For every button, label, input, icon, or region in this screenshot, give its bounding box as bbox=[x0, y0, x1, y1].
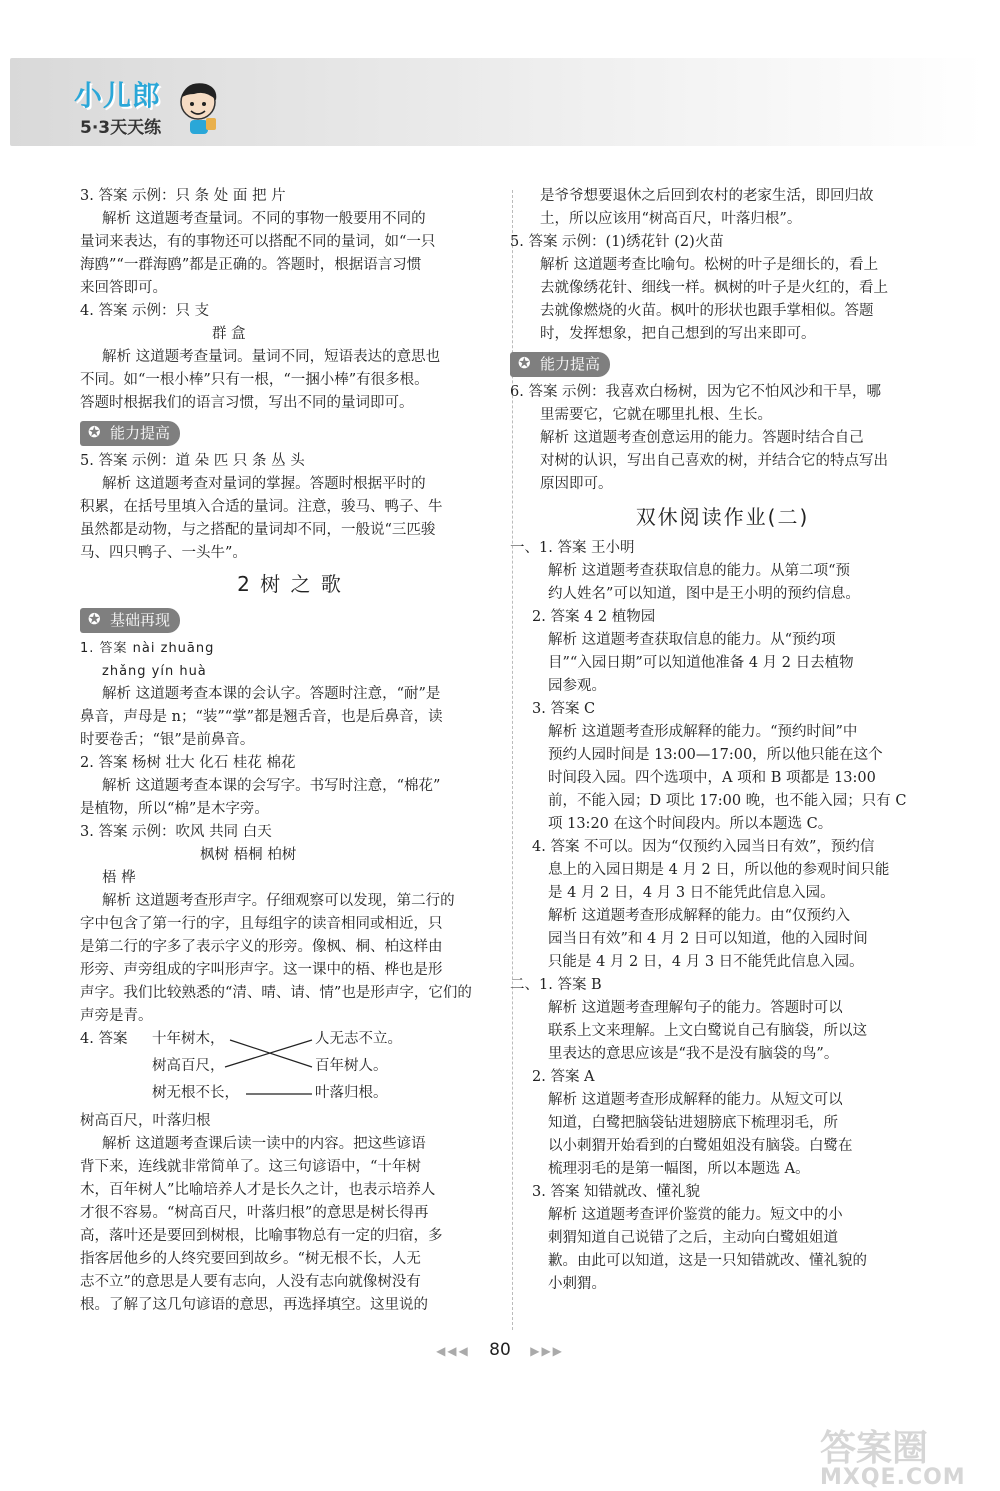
answer-line: 4. 答案 示例：只 支 bbox=[80, 303, 210, 319]
answer-line: 树高百尺，叶落归根 bbox=[80, 1113, 211, 1129]
text-line: 息上的入园日期是 4 月 2 日，所以他的参观时间只能 bbox=[548, 862, 890, 878]
text-line: 去就像燃烧的火苗。枫叶的形状也跟手掌相似。答题 bbox=[540, 303, 874, 319]
analysis-line: 解析 这道题考查形成解释的能力。“预约时间”中 bbox=[548, 724, 858, 740]
match-left-item: 树无根不长， bbox=[152, 1085, 239, 1101]
text-line: 才很不容易。“树高百尺，叶落归根”的意思是树长得再 bbox=[80, 1205, 429, 1221]
text-line: 是爷爷想要退休之后回到农村的老家生活，即回归故 bbox=[540, 188, 874, 204]
analysis-line: 解析 这道题考查比喻句。松树的叶子是细长的，看上 bbox=[540, 257, 879, 273]
text-line: 刺猬知道自己说错了之后，主动向白鹭姐姐道 bbox=[548, 1230, 838, 1246]
text-line: 时，发挥想象，把自己想到的写出来即可。 bbox=[540, 326, 816, 342]
section-badge-label: ✪ 基础再现 bbox=[80, 608, 180, 633]
analysis-line: 解析 这道题考查形成解释的能力。由“仅预约入 bbox=[548, 908, 851, 924]
answer-label: 4. 答案 bbox=[80, 1031, 128, 1047]
text-line: 木，百年树人”比喻培养人才是长久之计，也表示培养人 bbox=[80, 1182, 436, 1198]
page-number: 80 bbox=[489, 1340, 511, 1360]
analysis-line: 解析 这道题考查对量词的掌握。答题时根据平时的 bbox=[102, 476, 426, 492]
proverb-matching bbox=[80, 1028, 500, 1110]
text-line: 里需要它，它就在哪里扎根、生长。 bbox=[540, 407, 772, 423]
text-line: 答题时根据我们的语言习惯，写出不同的量词即可。 bbox=[80, 395, 414, 411]
brand-subtitle: 5·3天天练 bbox=[80, 118, 162, 138]
analysis-line: 解析 这道题考查获取信息的能力。从“预约项 bbox=[548, 632, 836, 648]
answer-line: 群 盒 bbox=[212, 326, 246, 342]
section-badge-label: ✪ 能力提高 bbox=[510, 352, 610, 377]
text-line: 马、四只鸭子、一头牛”。 bbox=[80, 545, 247, 561]
match-right-item: 人无志不立。 bbox=[315, 1031, 402, 1047]
text-line: 约人姓名”可以知道，图中是王小明的预约信息。 bbox=[548, 586, 860, 602]
text-line: 是第二行的字多了表示字义的形旁。像枫、桐、柏这样由 bbox=[80, 939, 443, 955]
text-line: 高，落叶还是要回到树根，比喻事物总有一定的归宿，多 bbox=[80, 1228, 443, 1244]
text-line: 积累，在括号里填入合适的量词。注意，骏马、鸭子、牛 bbox=[80, 499, 443, 515]
text-line: 不同。如“一根小棒”只有一根，“一捆小棒”有很多根。 bbox=[80, 372, 429, 388]
analysis-line: 解析 这道题考查创意运用的能力。答题时结合自己 bbox=[540, 430, 864, 446]
watermark-title: 答案圈 bbox=[820, 1428, 929, 1469]
text-line: 对树的认识，写出自己喜欢的树，并结合它的特点写出 bbox=[540, 453, 888, 469]
text-line: 来回答即可。 bbox=[80, 280, 167, 296]
section-badge bbox=[510, 352, 610, 377]
answer-line: 3. 答案 示例：吹风 共同 白天 bbox=[80, 824, 272, 840]
analysis-line: 解析 这道题考查量词。不同的事物一般要用不同的 bbox=[102, 211, 426, 227]
text-line: 小刺猬。 bbox=[548, 1276, 606, 1292]
text-line: 梳理羽毛的是第一幅图，所以本题选 A。 bbox=[548, 1161, 810, 1177]
answer-line: 4. 答案 不可以。因为“仅预约入园当日有效”，预约信 bbox=[532, 839, 875, 855]
analysis-line: 解析 这道题考查课后读一读中的内容。把这些谚语 bbox=[102, 1136, 426, 1152]
homework-title: 双休阅读作业(二) bbox=[635, 505, 810, 529]
text-line: 园当日有效”和 4 月 2 日可以知道，他的入园时间 bbox=[548, 931, 868, 947]
text-line: 歉。由此可以知道，这是一只知错就改、懂礼貌的 bbox=[548, 1253, 867, 1269]
answer-line: 2. 答案 A bbox=[532, 1069, 595, 1085]
text-line: 根。了解了这几句谚语的意思，再选择填空。这里说的 bbox=[80, 1297, 428, 1313]
analysis-line: 解析 这道题考查量词。量词不同，短语表达的意思也 bbox=[102, 349, 441, 365]
prev-arrows-icon: ◀◀◀ bbox=[436, 1344, 470, 1358]
mascot-boy-icon bbox=[176, 80, 222, 136]
text-line: 土，所以应该用“树高百尺，叶落归根”。 bbox=[540, 211, 802, 227]
match-right-item: 叶落归根。 bbox=[315, 1085, 388, 1101]
analysis-line: 解析 这道题考查形成解释的能力。从短文可以 bbox=[548, 1092, 843, 1108]
text-line: 预约人园时间是 13:00—17:00，所以他只能在这个 bbox=[548, 747, 883, 763]
text-line: 虽然都是动物，与之搭配的量词却不同，一般说“三匹骏 bbox=[80, 522, 436, 538]
text-line: 里表达的意思应该是“我不是没有脑袋的鸟”。 bbox=[548, 1046, 839, 1062]
analysis-line: 解析 这道题考查本课的会认字。答题时注意，“耐”是 bbox=[102, 686, 441, 702]
text-line: 目”“入园日期”可以知道他准备 4 月 2 日去植物 bbox=[548, 655, 854, 671]
watermark bbox=[820, 1420, 966, 1490]
text-line: 前，不能入园；D 项比 17:00 晚，也不能入园；只有 C bbox=[548, 793, 907, 809]
text-line: 声字。我们比较熟悉的“清、晴、请、情”也是形声字，它们的 bbox=[80, 985, 472, 1001]
watermark-url: MXQE.COM bbox=[820, 1465, 966, 1490]
text-line: 是 4 月 2 日，4 月 3 日不能凭此信息入园。 bbox=[548, 885, 835, 901]
match-left-item: 树高百尺， bbox=[152, 1058, 225, 1074]
next-arrows-icon: ▶▶▶ bbox=[530, 1344, 564, 1358]
page-footer bbox=[0, 1340, 1000, 1360]
answer-line: 枫树 梧桐 柏树 bbox=[200, 847, 297, 863]
match-lines bbox=[80, 1028, 500, 1110]
answer-line: 3. 答案 知错就改、懂礼貌 bbox=[532, 1184, 701, 1200]
analysis-line: 解析 这道题考查理解句子的能力。答题时可以 bbox=[548, 1000, 843, 1016]
answer-line: 梧 桦 bbox=[102, 870, 136, 886]
brand-logo: 小儿郎 bbox=[74, 79, 162, 112]
answer-line: 二、1. 答案 B bbox=[510, 977, 602, 993]
text-line: 鼻音，声母是 n；“装”“掌”都是翘舌音，也是后鼻音，读 bbox=[80, 709, 443, 725]
text-line: 声旁是青。 bbox=[80, 1008, 153, 1024]
left-column bbox=[80, 185, 500, 1317]
text-line: 时要卷舌；“银”是前鼻音。 bbox=[80, 732, 255, 748]
text-line: 知道，白鹭把脑袋钻进翅膀底下梳理羽毛，所 bbox=[548, 1115, 838, 1131]
answer-line: 2. 答案 4 2 植物园 bbox=[532, 609, 656, 625]
answer-line: 1. 答案 nài zhuāng bbox=[80, 641, 215, 656]
text-line: 园参观。 bbox=[548, 678, 606, 694]
answer-line: 3. 答案 C bbox=[532, 701, 596, 717]
analysis-line: 解析 这道题考查评价鉴赏的能力。短文中的小 bbox=[548, 1207, 843, 1223]
section-badge-label: ✪ 能力提高 bbox=[80, 421, 180, 446]
section-badge bbox=[80, 608, 180, 633]
answer-line: 5. 答案 示例：道 朵 匹 只 条 丛 头 bbox=[80, 453, 305, 469]
answer-line: 一、1. 答案 王小明 bbox=[510, 540, 635, 556]
text-line: 海鸥”“一群海鸥”都是正确的。答题时，根据语言习惯 bbox=[80, 257, 422, 273]
text-line: 项 13:20 在这个时间段内。所以本题选 C。 bbox=[548, 816, 833, 832]
answer-line: 5. 答案 示例：(1)绣花针 (2)火苗 bbox=[510, 234, 724, 250]
right-column bbox=[510, 185, 935, 1296]
text-line: 是植物，所以“棉”是木字旁。 bbox=[80, 801, 269, 817]
lesson-title: 2 树 之 歌 bbox=[237, 572, 343, 596]
text-line: 去就像绣花针、细线一样。枫树的叶子是火红的，看上 bbox=[540, 280, 888, 296]
analysis-line: 解析 这道题考查形声字。仔细观察可以发现，第二行的 bbox=[102, 893, 455, 909]
answer-line: 6. 答案 示例：我喜欢白杨树，因为它不怕风沙和干旱，哪 bbox=[510, 384, 882, 400]
text-line: 以小刺猬开始看到的白鹭姐姐没有脑袋。白鹭在 bbox=[548, 1138, 853, 1154]
answer-line: 2. 答案 杨树 壮大 化石 桂花 棉花 bbox=[80, 755, 296, 771]
text-line: 志不立”的意思是人要有志向，人没有志向就像树没有 bbox=[80, 1274, 421, 1290]
match-right-item: 百年树人。 bbox=[315, 1058, 388, 1074]
text-line: 原因即可。 bbox=[540, 476, 613, 492]
match-left-item: 十年树木， bbox=[152, 1031, 225, 1047]
text-line: 形旁、声旁组成的字叫形声字。这一课中的梧、桦也是形 bbox=[80, 962, 443, 978]
pinyin-line: zhǎng yín huà bbox=[102, 664, 207, 679]
answer-line: 3. 答案 示例：只 条 处 面 把 片 bbox=[80, 188, 286, 204]
text-line: 联系上文来理解。上文白鹭说自己有脑袋，所以这 bbox=[548, 1023, 867, 1039]
text-line: 背下来，连线就非常简单了。这三句谚语中，“十年树 bbox=[80, 1159, 421, 1175]
section-badge bbox=[80, 421, 180, 446]
text-line: 时间段入园。四个选项中，A 项和 B 项都是 13:00 bbox=[548, 770, 876, 786]
analysis-line: 解析 这道题考查获取信息的能力。从第二项“预 bbox=[548, 563, 851, 579]
text-line: 字中包含了第一行的字，且每组字的读音相同或相近，只 bbox=[80, 916, 443, 932]
text-line: 量词来表达，有的事物还可以搭配不同的量词，如“一只 bbox=[80, 234, 436, 250]
text-line: 指客居他乡的人终究要回到故乡。“树无根不长，人无 bbox=[80, 1251, 421, 1267]
analysis-line: 解析 这道题考查本课的会写字。书写时注意，“棉花” bbox=[102, 778, 441, 794]
text-line: 只能是 4 月 2 日，4 月 3 日不能凭此信息入园。 bbox=[548, 954, 864, 970]
